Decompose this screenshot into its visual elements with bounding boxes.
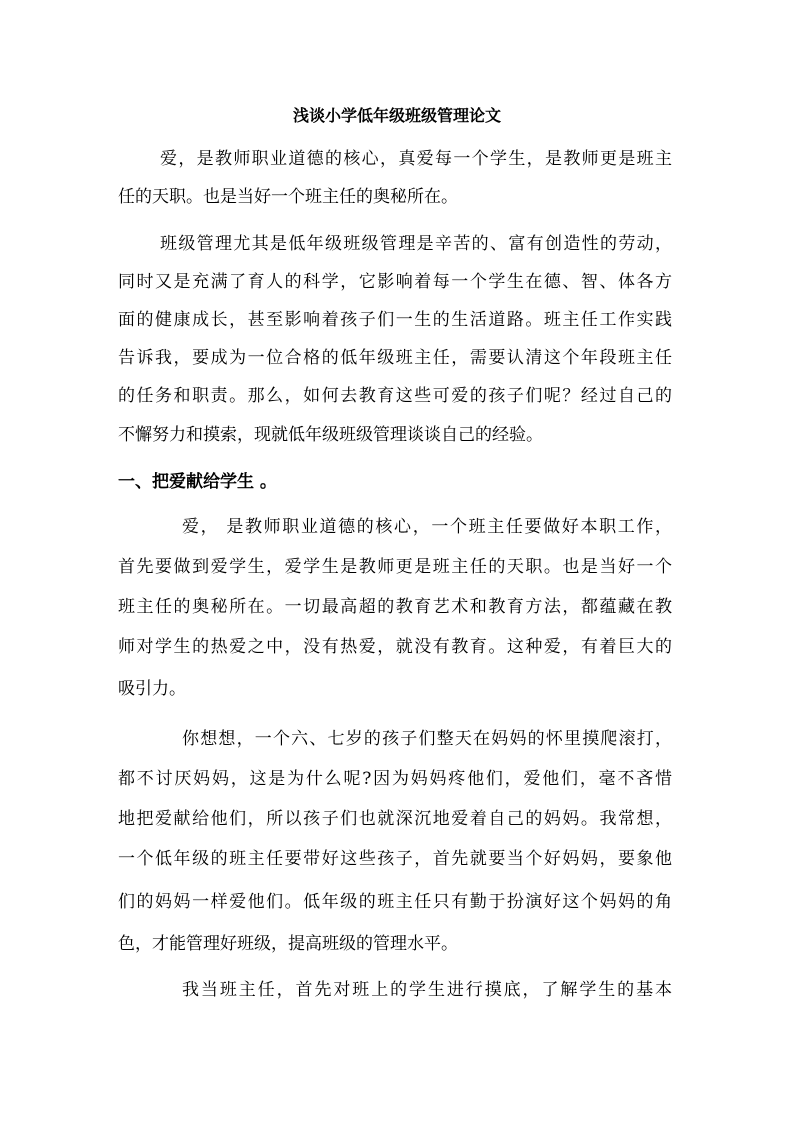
paragraph-line: 地把爱献给他们，所以孩子们也就深沉地爱着自己的妈妈。我常想，: [118, 809, 672, 829]
paragraph-line: 的任务和职责。那么，如何去教育这些可爱的孩子们呢？经过自己的: [118, 386, 672, 406]
paragraph-line: 色，才能管理好班级，提高班级的管理水平。: [118, 934, 458, 954]
paragraph-line: 班主任的奥秘所在。一切最高超的教育艺术和教育方法，都蕴藏在教: [118, 597, 672, 617]
paragraph-line: 告诉我，要成为一位合格的低年级班主任，需要认清这个年段班主任: [118, 348, 672, 368]
section-heading: 一、把爱献给学生 。: [118, 472, 277, 492]
paragraph-line: 任的天职。也是当好一个班主任的奥秘所在。: [118, 187, 458, 207]
paragraph-line: 师对学生的热爱之中，没有热爱，就没有教育。这种爱，有着巨大的: [118, 637, 672, 657]
paragraph-line: 爱，是教师职业道德的核心，真爱每一个学生，是教师更是班主: [160, 149, 672, 169]
paragraph-line: 同时又是充满了育人的科学，它影响着每一个学生在德、智、体各方: [118, 272, 672, 292]
paragraph-line: 吸引力。: [118, 679, 186, 699]
paragraph-line: 不懈努力和摸索，现就低年级班级管理谈谈自己的经验。: [118, 425, 543, 445]
paragraph-line: 都不讨厌妈妈，这是为什么呢?因为妈妈疼他们，爱他们，毫不吝惜: [118, 769, 672, 789]
document-title: 浅谈小学低年级班级管理论文: [292, 106, 501, 125]
paragraph-line: 一个低年级的班主任要带好这些孩子，首先就要当个好妈妈，要象他: [118, 849, 672, 869]
paragraph-line: 首先要做到爱学生，爱学生是教师更是班主任的天职。也是当好一个: [118, 557, 672, 577]
paragraph-line: 面的健康成长，甚至影响着孩子们一生的生活道路。班主任工作实践: [118, 310, 672, 330]
paragraph-line: 你想想，一个六、七岁的孩子们整天在妈妈的怀里摸爬滚打，: [182, 729, 672, 749]
paragraph-line: 我当班主任，首先对班上的学生进行摸底，了解学生的基本: [182, 980, 672, 1000]
paragraph-line: 们的妈妈一样爱他们。低年级的班主任只有勤于扮演好这个妈妈的角: [118, 892, 672, 912]
paragraph-line: 班级管理尤其是低年级班级管理是辛苦的、富有创造性的劳动，: [160, 234, 672, 254]
paragraph-line: 爱， 是教师职业道德的核心，一个班主任要做好本职工作，: [182, 517, 672, 537]
